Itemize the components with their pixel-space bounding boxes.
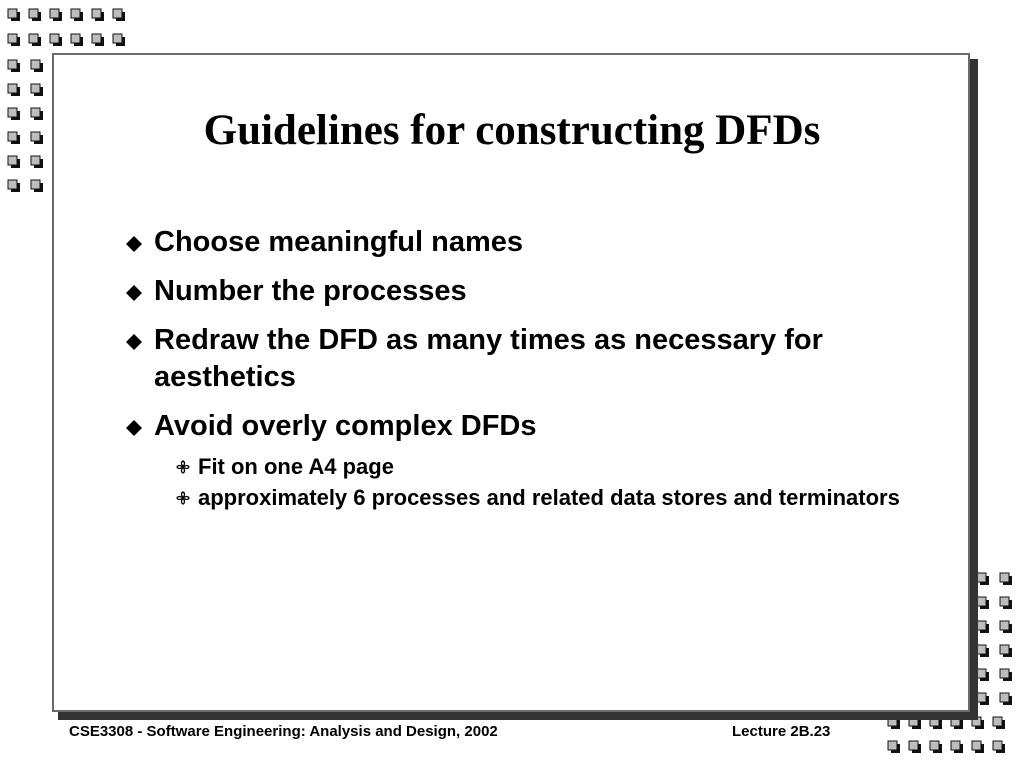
bullet-item	[124, 273, 904, 310]
pattern-square	[31, 60, 43, 72]
pattern-square	[50, 34, 62, 46]
pattern-square	[113, 9, 125, 21]
pattern-square	[1000, 597, 1012, 609]
pattern-square	[1000, 621, 1012, 633]
pattern-square	[1000, 669, 1012, 681]
sub-bullet-text: approximately 6 processes and related data stores and terminators	[198, 485, 900, 510]
sub-bullet-text: Fit on one A4 page	[198, 454, 394, 479]
pattern-square	[977, 621, 989, 633]
pattern-square	[29, 9, 41, 21]
pattern-square	[8, 180, 20, 192]
bullet-item	[124, 322, 904, 396]
pattern-square	[977, 573, 989, 585]
pattern-square	[29, 34, 41, 46]
pattern-square	[8, 156, 20, 168]
pattern-square	[977, 669, 989, 681]
diamond-bullet-icon	[124, 273, 148, 310]
four-petal-bullet-icon	[175, 484, 191, 511]
pattern-square	[71, 34, 83, 46]
pattern-square	[113, 34, 125, 46]
bullet-text: Choose meaningful names	[154, 226, 524, 258]
footer-lecture-number: Lecture 2B.23	[732, 723, 831, 740]
diamond-bullet-icon	[124, 322, 148, 359]
pattern-square	[993, 717, 1005, 729]
pattern-square	[993, 741, 1005, 753]
pattern-square	[31, 84, 43, 96]
pattern-square	[1000, 645, 1012, 657]
pattern-square	[92, 34, 104, 46]
pattern-square	[977, 693, 989, 705]
diamond-bullet-icon	[124, 224, 148, 261]
four-petal-bullet-icon	[175, 453, 191, 480]
slide-title: Guidelines for constructing DFDs	[203, 107, 821, 154]
pattern-square	[8, 84, 20, 96]
pattern-square	[888, 741, 900, 753]
pattern-square	[71, 9, 83, 21]
pattern-square	[1000, 693, 1012, 705]
bullet-text: Redraw the DFD as many times as necessary for aesthetics	[154, 324, 823, 393]
pattern-square	[972, 741, 984, 753]
diamond-bullet-icon	[124, 408, 148, 445]
pattern-square	[1000, 573, 1012, 585]
pattern-square	[50, 9, 62, 21]
bullet-list	[124, 224, 904, 519]
pattern-square	[909, 741, 921, 753]
sub-bullet-item	[124, 484, 904, 511]
pattern-square	[8, 60, 20, 72]
pattern-square	[977, 597, 989, 609]
bullet-item	[124, 408, 904, 445]
pattern-square	[31, 156, 43, 168]
pattern-square	[977, 645, 989, 657]
sub-bullet-item	[124, 453, 904, 480]
pattern-square	[930, 741, 942, 753]
pattern-square	[92, 9, 104, 21]
pattern-square	[8, 34, 20, 46]
pattern-square	[8, 9, 20, 21]
bullet-item	[124, 224, 904, 261]
bullet-text: Number the processes	[154, 275, 467, 307]
bullet-text: Avoid overly complex DFDs	[154, 410, 537, 442]
pattern-square	[951, 741, 963, 753]
footer-course-title: CSE3308 - Software Engineering: Analysis and Design, 2002	[69, 723, 498, 740]
pattern-square	[31, 180, 43, 192]
